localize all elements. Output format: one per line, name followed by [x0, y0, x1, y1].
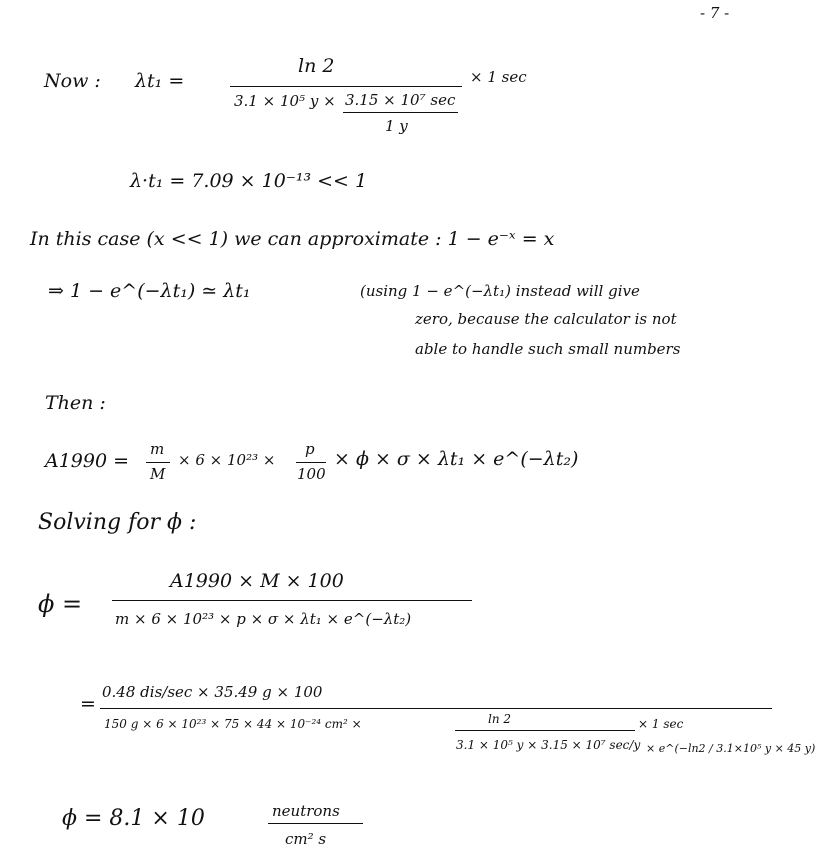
numeric-exponential: × e^(−ln2 / 3.1×10⁵ y × 45 y): [646, 742, 815, 755]
phi-numerator: A1990 × M × 100: [170, 570, 344, 592]
numeric-den-part1: 150 g × 6 × 10²³ × 75 × 44 × 10⁻²⁴ cm² ×: [104, 717, 362, 731]
result-lhs: ϕ = 8.1 × 10: [62, 806, 205, 831]
phi-lhs: ϕ =: [38, 590, 83, 618]
denominator-part1: 3.1 × 10⁵ y ×: [234, 92, 336, 110]
lambda-t1-value: λ·t₁ = 7.09 × 10⁻¹³ << 1: [130, 170, 368, 192]
frac2-bar: [296, 462, 326, 463]
page-number: - 7 -: [700, 4, 730, 22]
inner-denominator: 1 y: [385, 117, 408, 135]
fraction-bar: [230, 86, 462, 87]
note-line-2: zero, because the calculator is not: [415, 310, 677, 328]
note-line-3: able to handle such small numbers: [415, 340, 681, 358]
then-label: Then :: [45, 392, 106, 414]
inner-numerator: 3.15 × 10⁷ sec: [345, 91, 456, 109]
avogadro-term: × 6 × 10²³ ×: [178, 451, 276, 469]
activity-rest: × ϕ × σ × λt₁ × e^(−λt₂): [334, 448, 579, 470]
approximation-statement: In this case (x << 1) we can approximate : 1 − e⁻ˣ = x: [30, 228, 555, 250]
numeric-equals: =: [80, 693, 96, 715]
now-label: Now :: [44, 70, 101, 92]
a1990-lhs: A1990 =: [45, 450, 130, 472]
ln2-numerator: ln 2: [298, 55, 335, 77]
frac1-bar: [146, 462, 170, 463]
numeric-fraction-bar: [100, 708, 772, 709]
result-unit-bar: [268, 823, 363, 824]
lambda-t1-lhs: λt₁ =: [135, 70, 185, 92]
result-unit-num: neutrons: [272, 802, 340, 820]
numeric-inner-den: 3.1 × 10⁵ y × 3.15 × 10⁷ sec/y: [456, 738, 641, 752]
result-unit-den: cm² s: [285, 830, 327, 848]
frac1-den: M: [150, 465, 166, 483]
approximation-result: ⇒ 1 − e^(−λt₁) ≃ λt₁: [48, 280, 251, 302]
phi-denominator: m × 6 × 10²³ × p × σ × λt₁ × e^(−λt₂): [115, 610, 412, 628]
note-line-1: (using 1 − e^(−λt₁) instead will give: [360, 282, 640, 300]
suffix-1sec: × 1 sec: [470, 68, 527, 86]
frac1-num: m: [150, 440, 165, 458]
numeric-inner-num: ln 2: [488, 712, 512, 726]
frac2-num: p: [305, 440, 315, 458]
numeric-numerator: 0.48 dis/sec × 35.49 g × 100: [102, 683, 323, 701]
numeric-den-suffix: × 1 sec: [638, 717, 684, 731]
solving-label: Solving for ϕ :: [38, 510, 197, 535]
phi-fraction-bar: [112, 600, 472, 601]
frac2-den: 100: [297, 465, 326, 483]
inner-fraction-bar: [343, 112, 458, 113]
numeric-inner-bar: [455, 730, 635, 731]
